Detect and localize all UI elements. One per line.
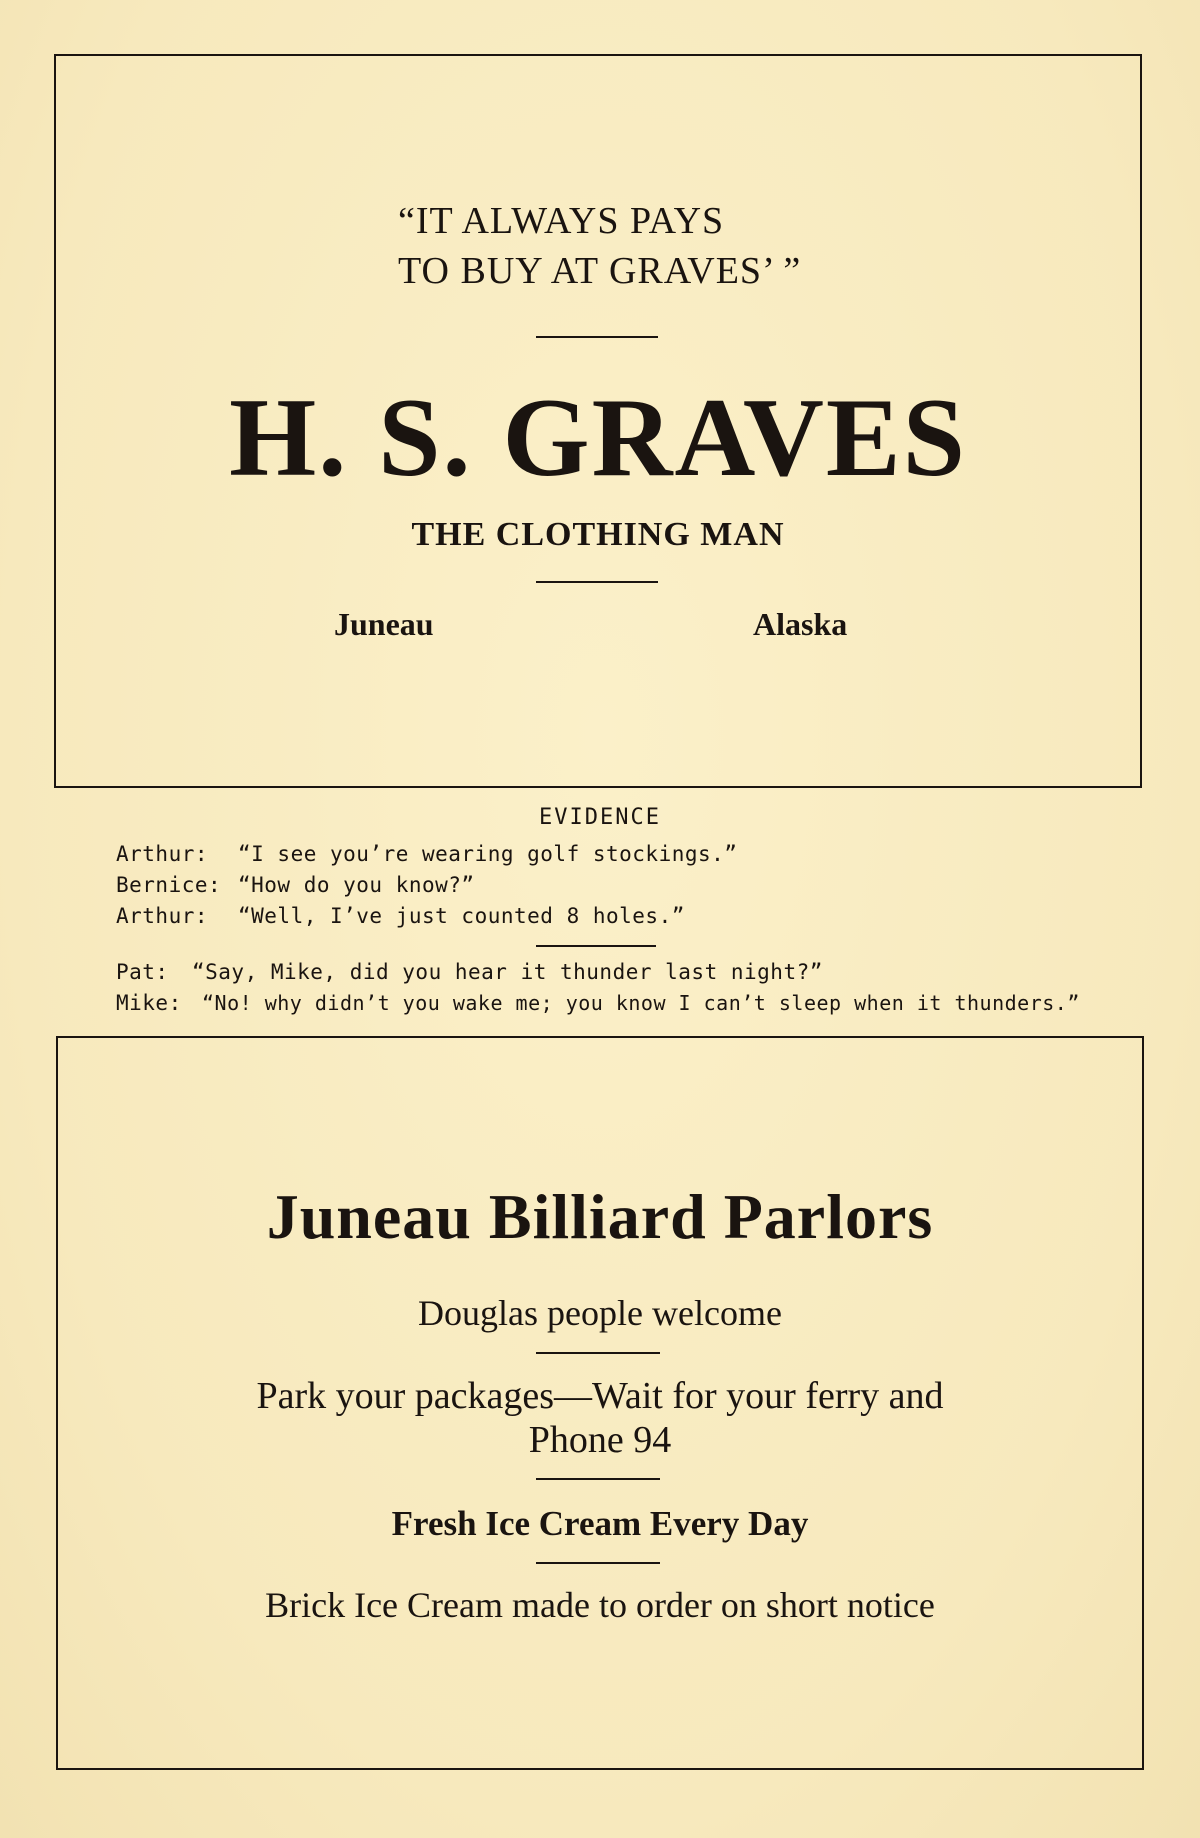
quote: “How do you know?” bbox=[238, 873, 475, 897]
joke-line bbox=[116, 960, 823, 984]
quote: “I see you’re wearing golf stockings.” bbox=[238, 842, 738, 866]
joke-line bbox=[116, 904, 685, 928]
graves-advertisement bbox=[54, 54, 1142, 788]
divider bbox=[536, 1478, 660, 1480]
joke-line bbox=[116, 991, 1080, 1015]
joke-line bbox=[116, 873, 475, 897]
slogan-line-2: TO BUY AT GRAVES’ ” bbox=[398, 250, 802, 292]
speaker: Bernice: bbox=[116, 873, 222, 897]
store-tagline: THE CLOTHING MAN bbox=[411, 516, 785, 553]
city-label: Juneau bbox=[334, 606, 434, 642]
park-line-2: Phone 94 bbox=[528, 1419, 672, 1461]
slogan-line-1: “IT ALWAYS PAYS bbox=[398, 200, 725, 242]
speaker: Pat: bbox=[116, 960, 169, 984]
divider bbox=[536, 945, 656, 947]
store-name: H. S. GRAVES bbox=[229, 376, 967, 500]
parlor-name: Juneau Billiard Parlors bbox=[266, 1181, 934, 1252]
park-line-1: Park your packages—Wait for your ferry and bbox=[256, 1375, 944, 1417]
speaker: Arthur: bbox=[116, 904, 209, 928]
divider bbox=[536, 1352, 660, 1354]
state-label: Alaska bbox=[753, 606, 848, 642]
welcome-text: Douglas people welcome bbox=[418, 1293, 782, 1333]
jokes-title: EVIDENCE bbox=[539, 805, 661, 830]
divider bbox=[536, 1562, 660, 1564]
slogan bbox=[56, 196, 1140, 296]
divider bbox=[536, 581, 658, 583]
quote: “No! why didn’t you wake me; you know I can’t sleep when it thunders.” bbox=[202, 991, 1080, 1015]
park-text bbox=[58, 1374, 1142, 1462]
divider bbox=[536, 336, 658, 338]
quote: “Well, I’ve just counted 8 holes.” bbox=[238, 904, 685, 928]
billiard-advertisement bbox=[56, 1036, 1144, 1770]
joke-line bbox=[116, 842, 737, 866]
brick-text: Brick Ice Cream made to order on short notice bbox=[265, 1585, 935, 1625]
speaker: Mike: bbox=[116, 991, 182, 1015]
ice-cream-text: Fresh Ice Cream Every Day bbox=[391, 1504, 809, 1543]
speaker: Arthur: bbox=[116, 842, 209, 866]
quote: “Say, Mike, did you hear it thunder last night?” bbox=[192, 960, 823, 984]
